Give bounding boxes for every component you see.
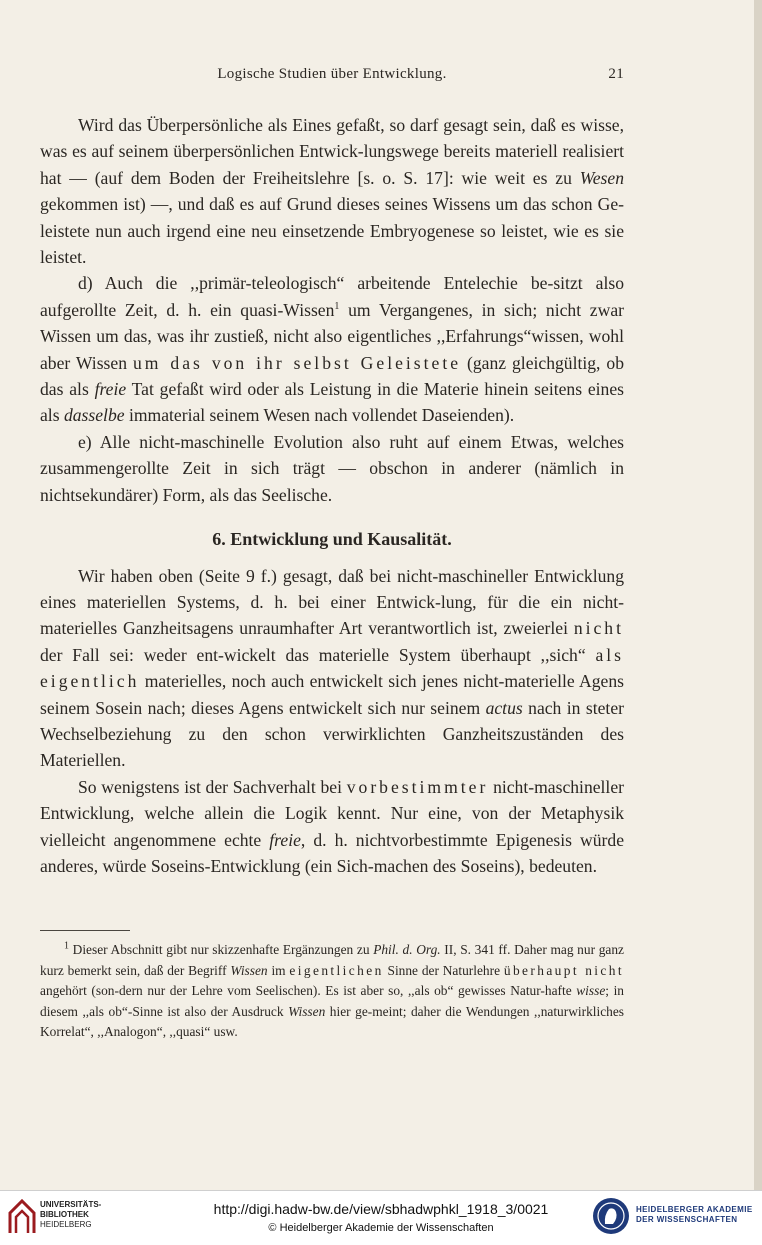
body-text xyxy=(40,112,624,879)
section-heading: 6. Entwicklung und Kausalität. xyxy=(212,529,452,550)
page-number: 21 xyxy=(608,66,624,82)
paragraph-1: Wird das Überpersönliche als Eines gefaßt, so darf gesagt sein, daß es wisse, was es auf seinem überpersönlichen Entwick-lungswege bereits materiell realisiert hat — (auf dem Boden der Freiheitslehre [s. o. S. 17]: wie weit es zu Wesen gekommen ist) —, und daß es auf Grund dieses seines Wissens um das schon Ge-leistete nun auch irgend eine neu einsetzende Embryogenese so leistet, wie es sie leistet. xyxy=(40,115,624,268)
academy-seal-logo[interactable] xyxy=(592,1197,630,1235)
academy-text: HEIDELBERGER AKADEMIE DER WISSENSCHAFTEN xyxy=(636,1205,753,1224)
footnote-divider xyxy=(40,930,130,931)
running-title: Logische Studien über Entwicklung. xyxy=(217,66,447,82)
copyright-notice: © Heidelberger Akademie der Wissenschaften xyxy=(268,1222,494,1234)
paragraph-4: Wir haben oben (Seite 9 f.) gesagt, daß bei nicht-maschineller Entwicklung eines materiellen Systems, d. h. bei einer Entwick-lung, für die ein nicht-materielles Ganzheitsagens unraumhafter Art verantwortlich ist, zweierlei nicht der Fall sei: weder ent-wickelt das materielle System überhaupt ,,sich“ als eigentlich materielles, noch auch entwickelt sich jenes nicht-materielle Agens seinem Sosein nach; dieses Agens entwickelt sich nur seinem actus nach in steter Wechselbeziehung zu den schon verwirklichten Ganzheitszuständen des Materiellen. xyxy=(40,565,624,771)
footnote-ref[interactable]: 1 xyxy=(334,300,340,312)
viewer-footer xyxy=(0,1190,762,1245)
academy-seal-icon xyxy=(592,1197,630,1235)
university-library-text: UNIVERSITÄTS- BIBLIOTHEK HEIDELBERG xyxy=(40,1200,102,1229)
paragraph-2: d) Auch die ,,primär-teleologisch“ arbeitende Entelechie be-sitzt also aufgerollte Zeit, d. h. ein quasi-Wissen$^1$ um Vergangenes, in sich; nicht zwar Wissen um das, was ihr zustieß, nicht also eigentliches ,,Erfahrungs“wissen, wohl aber Wissen um das von ihr selbst Geleistete (ganz gleichgültig, ob das als freie Tat gefaßt wird oder als Leistung in die Materie hinein seitens eines als dasselbe immaterial seinem Wesen nach vollendet Daseienden). xyxy=(40,273,625,426)
paragraph-5: So wenigstens ist der Sachverhalt bei vorbestimmter nicht-maschineller Entwicklung, welche allein die Logik kennt. Nur eine, von der Metaphysik vielleicht angenommene echte freie, d. h. nichtvorbestimmte Epigenesis würde anderes, würde Soseins-Entwicklung (ein Sich-machen des Soseins), bedeuten. xyxy=(40,776,625,876)
footnote: $^1$ Dieser Abschnitt gibt nur skizzenhafte Ergänzungen zu Phil. d. Org. II, S. 341 ff. Daher mag nur ganz kurz bemerkt sein, daß der Begriff Wissen im eigentlichen Sinne der Naturlehre überhaupt nicht angehört (son-dern nur der Lehre vom Seelischen). Es ist aber so, ,,als ob“ gewisses Natur-hafte wisse; in diesem ,,als ob“-Sinne ist also der Ausdruck Wissen hier ge-meint; daher die Wendungen ,,naturwirkliches Korrelat“, ,,Analogon“, ,,quasi“ usw. xyxy=(40,940,625,1040)
permalink-url[interactable]: http://digi.hadw-bw.de/view/sbhadwphkl_1918_3/0021 xyxy=(213,1201,549,1217)
paragraph-3: e) Alle nicht-maschinelle Evolution also ruht auf einem Etwas, welches zusammengerollte Zeit in sich trägt — obschon in anderer (nämlich in nichtsekundärer) Form, als das Seelische. xyxy=(40,431,624,505)
